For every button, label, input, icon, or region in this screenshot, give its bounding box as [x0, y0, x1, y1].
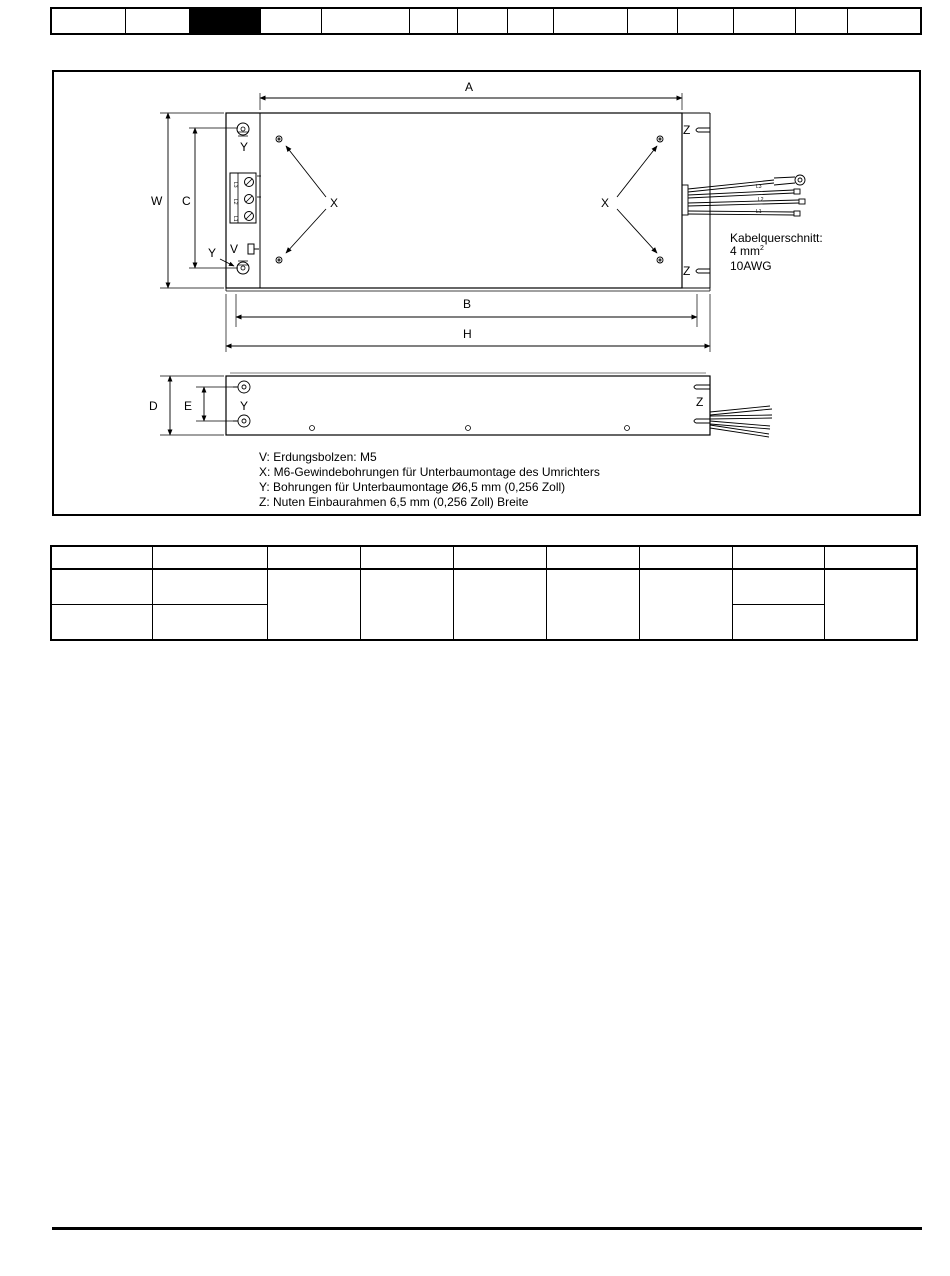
cable-note-title: Kabelquerschnitt:	[730, 231, 823, 245]
dimension-h-label: H	[463, 327, 472, 341]
table-cell	[153, 605, 268, 641]
table-cell	[454, 569, 547, 640]
frame-slot-bottom-icon	[696, 269, 710, 273]
top-view	[151, 80, 805, 352]
table-cell	[547, 569, 640, 640]
terminal-label-l1: L1	[232, 216, 238, 222]
chapter-nav-strip	[50, 7, 922, 35]
nav-tab-11[interactable]	[678, 9, 735, 33]
callout-y-bottom: Y	[208, 246, 217, 260]
nav-tab-9[interactable]	[554, 9, 628, 33]
table-cell	[268, 569, 361, 640]
cable-note-size: 4 $mm^2$	[730, 244, 764, 258]
footer-rule	[52, 1227, 922, 1230]
legend-line-v: V: Erdungsbolzen: M5	[259, 450, 377, 464]
table-header-cell	[825, 546, 918, 569]
legend-line-z: Z: Nuten Einbaurahmen 6,5 mm (0,256 Zoll) Breite	[259, 495, 529, 509]
table-cell	[51, 605, 153, 641]
nav-tab-3-active[interactable]	[190, 9, 261, 33]
keyhole-slot-bottom-icon	[237, 261, 249, 274]
table-cell	[733, 569, 825, 605]
drawing-svg	[54, 72, 919, 514]
dimension-a-label: A	[465, 80, 474, 94]
nav-tab-10[interactable]	[628, 9, 678, 33]
table-header-cell	[153, 546, 268, 569]
table-cell	[825, 569, 918, 640]
frame-slot-top-icon	[696, 128, 710, 132]
earth-stud-icon	[248, 244, 259, 254]
table-header-cell	[547, 546, 640, 569]
table-header-row	[51, 546, 917, 569]
table-header-cell	[454, 546, 547, 569]
nav-tab-6[interactable]	[410, 9, 458, 33]
dimension-b-label: B	[463, 297, 472, 311]
callout-z-top: Z	[683, 123, 691, 137]
table-cell	[361, 569, 454, 640]
cable-label-l2: L2	[758, 197, 764, 203]
terminal-label-l2: L2	[232, 199, 238, 205]
nav-tab-13[interactable]	[796, 9, 848, 33]
table-cell	[640, 569, 733, 640]
callout-v: V	[230, 242, 239, 256]
cable-label-l3: L3	[756, 184, 762, 190]
side-cable-leads-icon	[710, 406, 772, 437]
callout-x-right: X	[601, 196, 610, 210]
filter-body-outline	[226, 113, 682, 288]
nav-tab-14[interactable]	[848, 9, 920, 33]
side-view	[149, 373, 772, 437]
filter-side-outline	[226, 376, 710, 435]
table-cell	[153, 569, 268, 605]
callout-z-bottom: Z	[683, 264, 691, 278]
callout-z-side: Z	[696, 395, 704, 409]
table-header-cell	[51, 546, 153, 569]
nav-tab-7[interactable]	[458, 9, 508, 33]
dimension-c-label: C	[182, 194, 191, 208]
legend-line-y: Y: Bohrungen für Unterbaumontage Ø6,5 mm (0,256 Zoll)	[259, 480, 566, 494]
table-header-cell	[268, 546, 361, 569]
dimension-table	[50, 545, 918, 641]
cable-note-awg: 10AWG	[730, 259, 772, 273]
table-header-cell	[640, 546, 733, 569]
table-header-cell	[361, 546, 454, 569]
nav-tab-8[interactable]	[508, 9, 554, 33]
dimension-e-label: E	[184, 399, 193, 413]
nav-tab-4[interactable]	[261, 9, 323, 33]
nav-tab-5[interactable]	[322, 9, 410, 33]
callout-x-left: X	[330, 196, 339, 210]
callout-y-top: Y	[240, 140, 249, 154]
legend-line-x: X: M6-Gewindebohrungen für Unterbaumontage des Umrichters	[259, 465, 600, 479]
side-screw-icon	[310, 426, 630, 431]
cable-leads-icon	[682, 175, 805, 216]
table-header-cell	[733, 546, 825, 569]
table-cell	[51, 569, 153, 605]
filter-dimension-drawing	[52, 70, 921, 516]
dimension-d-label: D	[149, 399, 158, 413]
nav-tab-2[interactable]	[126, 9, 190, 33]
callout-y-side: Y	[240, 399, 249, 413]
nav-tab-12[interactable]	[734, 9, 796, 33]
table-row	[51, 569, 917, 605]
cable-label-l1: L1	[756, 209, 762, 215]
legend	[259, 450, 600, 509]
dimension-w-label: W	[151, 194, 163, 208]
nav-tab-1[interactable]	[52, 9, 126, 33]
table-cell	[733, 605, 825, 641]
terminal-label-l3: L3	[232, 182, 238, 188]
keyhole-slot-top-icon	[237, 123, 249, 136]
